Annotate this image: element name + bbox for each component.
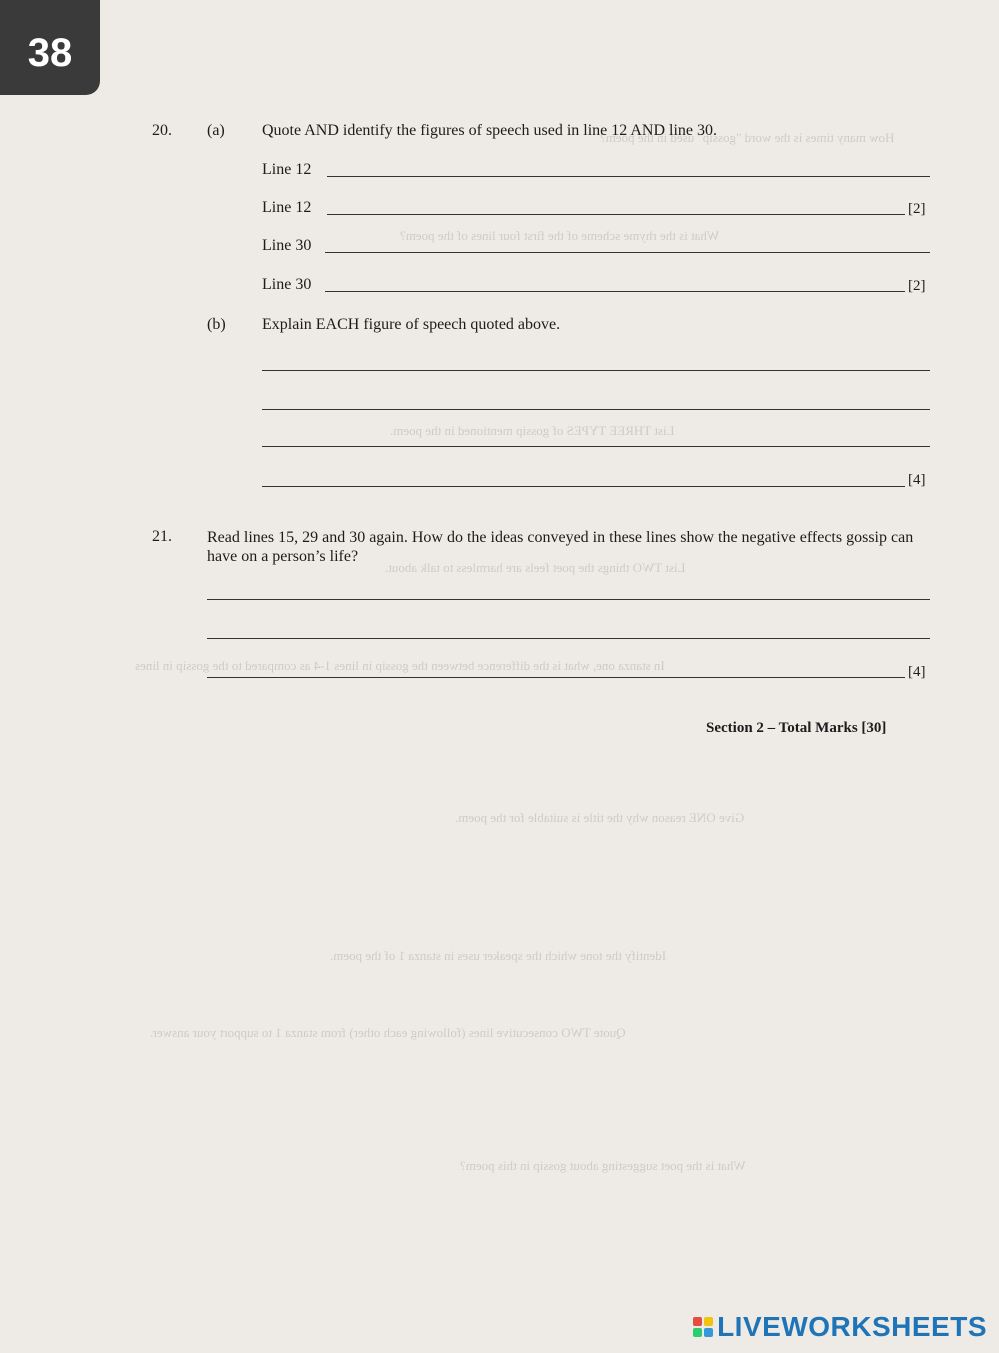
bleed-through-text: List TWO things the poet feels are harmless to talk about. — [385, 560, 686, 575]
question-20b-prompt: Explain EACH figure of speech quoted above. — [262, 316, 561, 333]
answer-line-label: Line 12 — [262, 199, 312, 216]
answer-line[interactable] — [325, 252, 930, 253]
answer-line[interactable] — [262, 409, 930, 410]
marks-label: [2] — [908, 201, 926, 217]
liveworksheets-logo — [693, 1311, 987, 1343]
answer-line[interactable] — [327, 214, 905, 215]
answer-line[interactable] — [207, 638, 930, 639]
answer-line[interactable] — [262, 486, 905, 487]
bleed-through-text: How many times is the word "gossip" used in the poem? — [600, 130, 895, 145]
marks-label: [2] — [908, 278, 926, 294]
marks-label: [4] — [908, 472, 926, 488]
marks-label: [4] — [908, 664, 926, 680]
answer-line[interactable] — [327, 176, 930, 177]
bleed-through-text: What is the poet suggesting about gossip in this poem? — [460, 1158, 746, 1173]
section-total: Section 2 – Total Marks [30] — [706, 720, 887, 736]
bleed-through-text: What is the rhyme scheme of the first four lines of the poem? — [400, 228, 720, 243]
answer-line[interactable] — [325, 291, 905, 292]
logo-text: LIVEWORKSHEETS — [717, 1311, 987, 1342]
answer-line[interactable] — [207, 677, 905, 678]
answer-line[interactable] — [207, 599, 930, 600]
answer-line[interactable] — [262, 370, 930, 371]
logo-icon — [693, 1317, 713, 1337]
answer-line[interactable] — [262, 446, 930, 447]
answer-line-label: Line 30 — [262, 276, 312, 293]
bleed-through-text: Identify the tone which the speaker uses in stanza 1 of the poem. — [330, 948, 667, 963]
bleed-through-text: Quote TWO consecutive lines (following each other) from stanza 1 to support your answer. — [150, 1025, 626, 1040]
question-20a-prompt: Quote AND identify the figures of speech used in line 12 AND line 30. — [262, 122, 718, 139]
question-20b-letter: (b) — [207, 316, 226, 333]
question-21-prompt: Read lines 15, 29 and 30 again. How do the ideas conveyed in these lines show the negative effects gossip can have on a person’s life? — [207, 529, 914, 565]
bleed-through-text: List THREE TYPES of gossip mentioned in the poem. — [390, 423, 675, 438]
bleed-through-text: In stanza one, what is the difference between the gossip in lines 1-4 as compared to the gossip in lines — [135, 658, 665, 673]
page-number-badge: 38 — [0, 0, 100, 95]
answer-line-label: Line 12 — [262, 161, 312, 178]
bleed-through-text: Give ONE reason why the title is suitable for the poem. — [455, 810, 745, 825]
question-20-number: 20. — [152, 122, 172, 139]
answer-line-label: Line 30 — [262, 237, 312, 254]
question-20a-letter: (a) — [207, 122, 225, 139]
question-21-number: 21. — [152, 528, 172, 545]
